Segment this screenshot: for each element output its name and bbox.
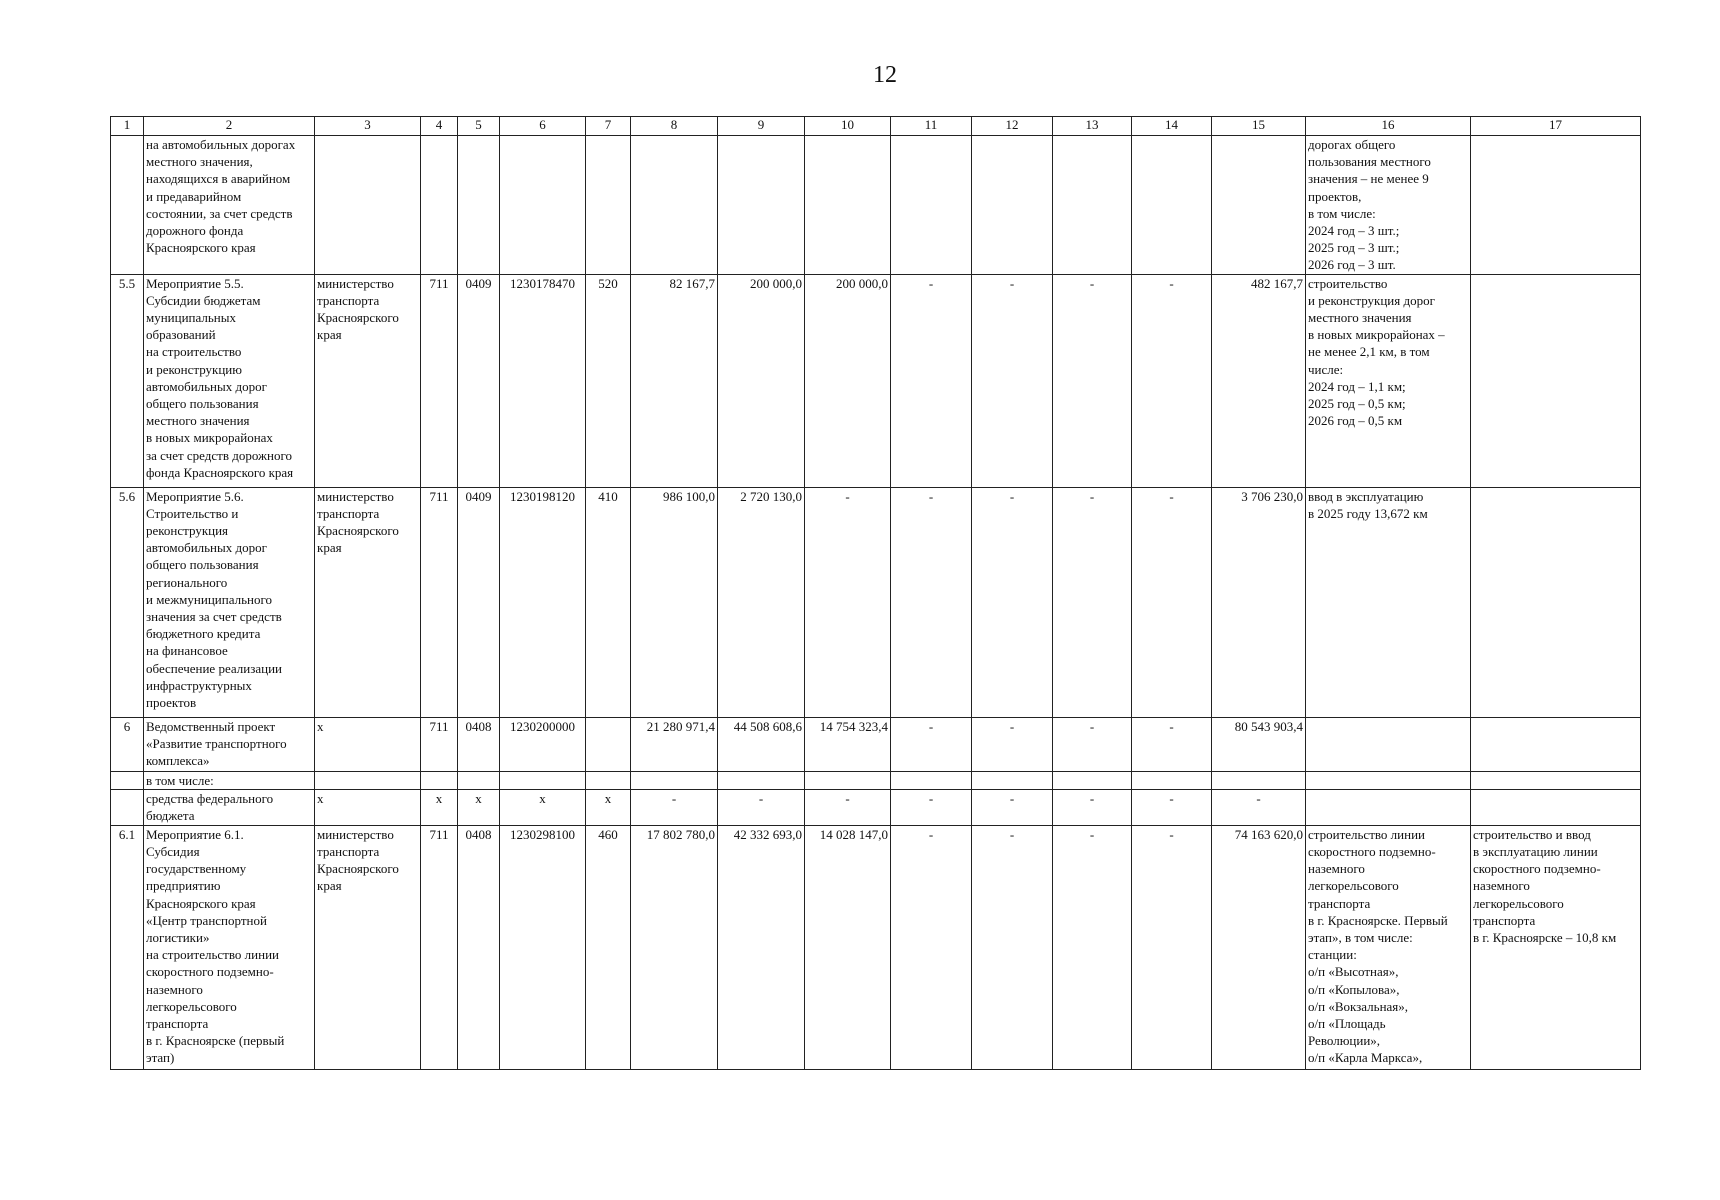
cell-value: -	[972, 274, 1053, 487]
cell-result	[1306, 771, 1471, 789]
cell-value	[718, 136, 805, 275]
cell-value: -	[972, 717, 1053, 771]
cell-value: 986 100,0	[631, 487, 718, 717]
column-header: 4	[421, 117, 458, 136]
table-row	[111, 487, 1641, 717]
cell-value: -	[891, 825, 972, 1069]
cell-result-total	[1471, 789, 1641, 825]
cell-value: -	[1053, 789, 1132, 825]
cell-value: 82 167,7	[631, 274, 718, 487]
cell-grbs: 711	[421, 274, 458, 487]
cell-value: -	[1132, 717, 1212, 771]
cell-rzpr: 0409	[458, 274, 500, 487]
cell-result-total	[1471, 771, 1641, 789]
cell-value: 17 802 780,0	[631, 825, 718, 1069]
cell-value: -	[1132, 825, 1212, 1069]
cell-value: -	[1053, 274, 1132, 487]
cell-executor: министерство транспорта Красноярского края	[315, 487, 421, 717]
cell-result: ввод в эксплуатацию в 2025 году 13,672 км	[1306, 487, 1471, 717]
cell-value: -	[1132, 487, 1212, 717]
cell-csr: 1230200000	[500, 717, 586, 771]
column-header: 10	[805, 117, 891, 136]
column-header: 1	[111, 117, 144, 136]
column-header: 8	[631, 117, 718, 136]
column-header: 14	[1132, 117, 1212, 136]
cell-value: -	[972, 487, 1053, 717]
cell-value: 200 000,0	[718, 274, 805, 487]
cell-value: -	[1132, 274, 1212, 487]
cell-rzpr	[458, 136, 500, 275]
cell-value	[972, 771, 1053, 789]
cell-value: -	[891, 274, 972, 487]
cell-grbs: 711	[421, 487, 458, 717]
cell-value	[1132, 771, 1212, 789]
column-header: 13	[1053, 117, 1132, 136]
cell-value: -	[631, 789, 718, 825]
cell-value	[1053, 771, 1132, 789]
cell-result: дорогах общего пользования местного значения – не менее 9 проектов, в том числе: 2024 год – 3 шт.; 2025 год – 3 шт.; 2026 год – 3 шт.	[1306, 136, 1471, 275]
cell-value: -	[891, 487, 972, 717]
cell-vr	[586, 771, 631, 789]
cell-name: на автомобильных дорогах местного значения, находящихся в аварийном и предаварийном состоянии, за счет средств дорожного фонда Красноярского края	[144, 136, 315, 275]
cell-executor: министерство транспорта Красноярского края	[315, 274, 421, 487]
cell-rzpr: x	[458, 789, 500, 825]
column-header: 15	[1212, 117, 1306, 136]
cell-name: Мероприятие 5.5. Субсидии бюджетам муниципальных образований на строительство и реконструкцию автомобильных дорог общего пользования местного значения в новых микрорайонах за счет средств дорожного фонда Красноярского края	[144, 274, 315, 487]
cell-value	[631, 771, 718, 789]
cell-value: -	[805, 487, 891, 717]
cell-total: 74 163 620,0	[1212, 825, 1306, 1069]
column-header: 5	[458, 117, 500, 136]
cell-grbs	[421, 136, 458, 275]
cell-grbs: 711	[421, 825, 458, 1069]
cell-result	[1306, 789, 1471, 825]
cell-executor	[315, 136, 421, 275]
cell-value: 42 332 693,0	[718, 825, 805, 1069]
page-number: 12	[873, 62, 897, 88]
cell-value: -	[1053, 717, 1132, 771]
cell-csr	[500, 136, 586, 275]
cell-executor: x	[315, 717, 421, 771]
cell-total	[1212, 771, 1306, 789]
cell-executor: x	[315, 789, 421, 825]
cell-value: -	[1132, 789, 1212, 825]
cell-value	[631, 136, 718, 275]
cell-value: 200 000,0	[805, 274, 891, 487]
cell-result-total	[1471, 487, 1641, 717]
cell-result: строительство и реконструкция дорог местного значения в новых микрорайонах – не менее 2,1 км, в том числе: 2024 год – 1,1 км; 2025 год – 0,5 км; 2026 год – 0,5 км	[1306, 274, 1471, 487]
cell-result-total: строительство и ввод в эксплуатацию линии скоростного подземно- наземного легкорельсового транспорта в г. Красноярске – 10,8 км	[1471, 825, 1641, 1069]
cell-csr: 1230198120	[500, 487, 586, 717]
table-row	[111, 717, 1641, 771]
cell-name: Ведомственный проект «Развитие транспортного комплекса»	[144, 717, 315, 771]
cell-rzpr: 0408	[458, 825, 500, 1069]
table-row	[111, 136, 1641, 275]
cell-index	[111, 771, 144, 789]
cell-result-total	[1471, 717, 1641, 771]
cell-index	[111, 136, 144, 275]
cell-value: 44 508 608,6	[718, 717, 805, 771]
column-header: 16	[1306, 117, 1471, 136]
cell-index: 6	[111, 717, 144, 771]
cell-vr	[586, 136, 631, 275]
cell-value: -	[891, 717, 972, 771]
cell-index	[111, 789, 144, 825]
column-header: 17	[1471, 117, 1641, 136]
cell-name: Мероприятие 6.1. Субсидия государственному предприятию Красноярского края «Центр транспортной логистики» на строительство линии скоростного подземно- наземного легкорельсового транспорта в г. Красноярске (первый этап)	[144, 825, 315, 1069]
cell-result: строительство линии скоростного подземно- наземного легкорельсового транспорта в г. Красноярске. Первый этап», в том числе: станции: о/п «Высотная», о/п «Копылова», о/п «Вокзальная», о/п «Площадь Революции», о/п «Карла Маркса»,	[1306, 825, 1471, 1069]
cell-index: 5.6	[111, 487, 144, 717]
cell-grbs	[421, 771, 458, 789]
cell-value: -	[1053, 487, 1132, 717]
cell-result-total	[1471, 136, 1641, 275]
column-header: 11	[891, 117, 972, 136]
cell-name: в том числе:	[144, 771, 315, 789]
table-header-row	[111, 117, 1641, 136]
column-header: 9	[718, 117, 805, 136]
cell-executor	[315, 771, 421, 789]
cell-name: Мероприятие 5.6. Строительство и реконструкция автомобильных дорог общего пользования регионального и межмуниципального значения за счет средств бюджетного кредита на финансовое обеспечение реализации инфраструктурных проектов	[144, 487, 315, 717]
cell-value	[891, 136, 972, 275]
cell-value	[891, 771, 972, 789]
cell-rzpr: 0408	[458, 717, 500, 771]
cell-total: 3 706 230,0	[1212, 487, 1306, 717]
cell-value: 14 028 147,0	[805, 825, 891, 1069]
budget-table	[110, 116, 1641, 1070]
table-row	[111, 771, 1641, 789]
cell-csr: 1230178470	[500, 274, 586, 487]
cell-result	[1306, 717, 1471, 771]
table-row	[111, 274, 1641, 487]
cell-vr: x	[586, 789, 631, 825]
cell-value	[805, 771, 891, 789]
column-header: 2	[144, 117, 315, 136]
cell-value	[805, 136, 891, 275]
cell-csr: 1230298100	[500, 825, 586, 1069]
cell-total: 80 543 903,4	[1212, 717, 1306, 771]
cell-value	[718, 771, 805, 789]
cell-total: 482 167,7	[1212, 274, 1306, 487]
cell-grbs: x	[421, 789, 458, 825]
cell-grbs: 711	[421, 717, 458, 771]
cell-value: 14 754 323,4	[805, 717, 891, 771]
table-row	[111, 789, 1641, 825]
column-header: 7	[586, 117, 631, 136]
cell-value: -	[718, 789, 805, 825]
cell-total	[1212, 136, 1306, 275]
cell-vr	[586, 717, 631, 771]
cell-csr: x	[500, 789, 586, 825]
column-header: 12	[972, 117, 1053, 136]
cell-rzpr	[458, 771, 500, 789]
column-header: 3	[315, 117, 421, 136]
cell-value	[1132, 136, 1212, 275]
cell-value: 21 280 971,4	[631, 717, 718, 771]
cell-vr: 460	[586, 825, 631, 1069]
cell-rzpr: 0409	[458, 487, 500, 717]
cell-result-total	[1471, 274, 1641, 487]
cell-total: -	[1212, 789, 1306, 825]
cell-vr: 410	[586, 487, 631, 717]
cell-value	[972, 136, 1053, 275]
cell-executor: министерство транспорта Красноярского края	[315, 825, 421, 1069]
cell-value: -	[1053, 825, 1132, 1069]
cell-value: 2 720 130,0	[718, 487, 805, 717]
cell-index: 5.5	[111, 274, 144, 487]
cell-value: -	[972, 789, 1053, 825]
column-header: 6	[500, 117, 586, 136]
cell-value: -	[805, 789, 891, 825]
cell-value	[1053, 136, 1132, 275]
cell-name: средства федерального бюджета	[144, 789, 315, 825]
table-row	[111, 825, 1641, 1069]
cell-index: 6.1	[111, 825, 144, 1069]
cell-value: -	[972, 825, 1053, 1069]
cell-csr	[500, 771, 586, 789]
cell-value: -	[891, 789, 972, 825]
cell-vr: 520	[586, 274, 631, 487]
